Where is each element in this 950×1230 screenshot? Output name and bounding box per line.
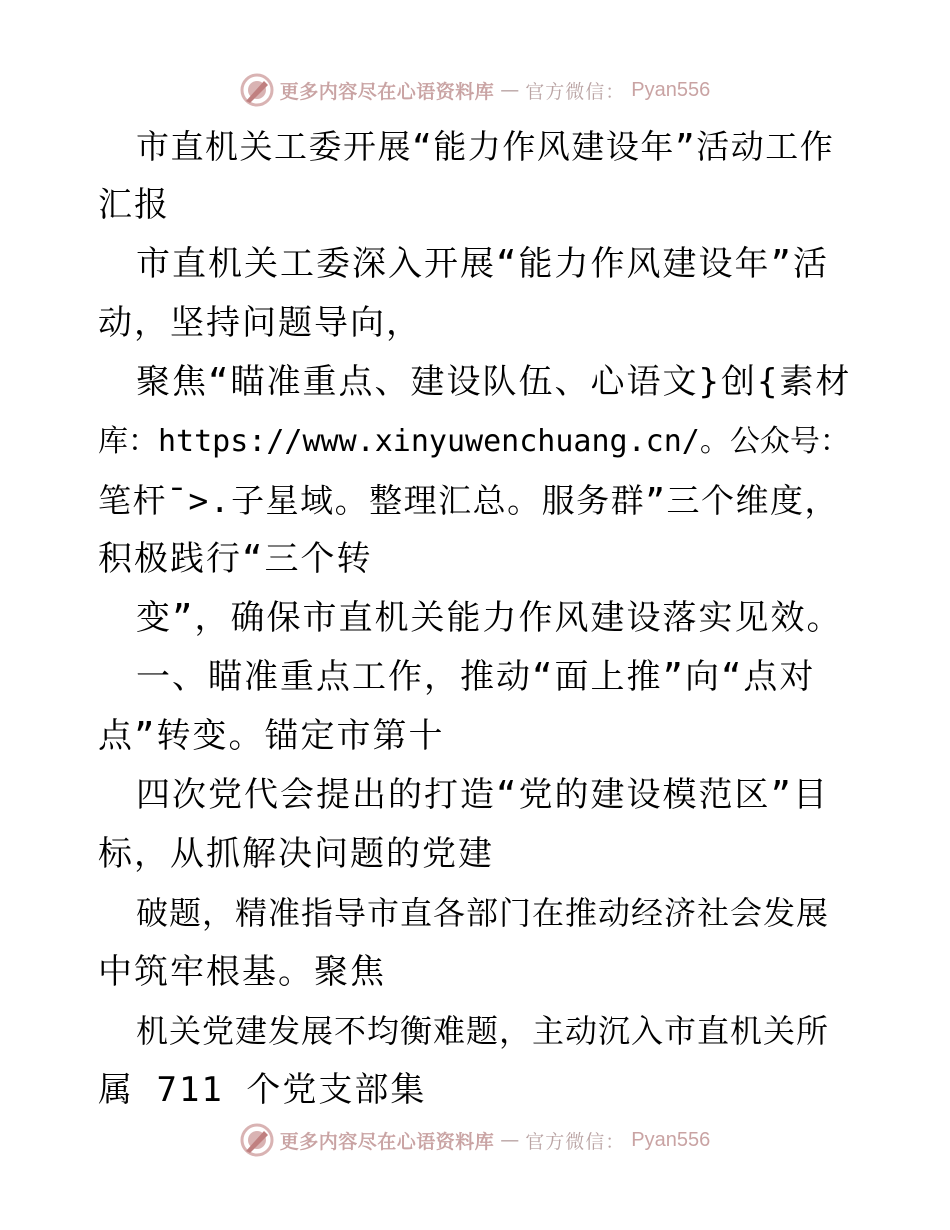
document-line: 点”转变。锚定市第十 [98, 716, 445, 756]
document-line: 汇报 [98, 185, 170, 225]
banner-wechat-id: Pyan556 [631, 1128, 711, 1151]
document-line: 破题，精准指导市直各部门在推动经济社会发展 [136, 894, 830, 932]
document-line: 属 711 个党支部集 [98, 1070, 427, 1110]
document-line: 标，从抓解决问题的党建 [98, 834, 494, 874]
footer-banner [0, 1120, 950, 1160]
banner-dash: — [500, 79, 520, 101]
document-line: 市直机关工委深入开展“能力作风建设年”活 [136, 244, 829, 284]
banner-brand-text: 更多内容尽在心语资料库 [279, 80, 495, 103]
document-line: 中筑牢根基。聚焦 [98, 952, 386, 992]
document-line: 四次党代会提出的打造“党的建设模范区”目 [136, 775, 829, 815]
document-line: 变”，确保市直机关能力作风建设落实见效。 [136, 598, 843, 638]
document-line: 机关党建发展不均衡难题，主动沉入市直机关所 [136, 1012, 830, 1050]
banner-official-label: 官方微信： [525, 1130, 626, 1153]
pen-logo-icon [240, 1123, 274, 1157]
document-line: 动，坚持问题导向， [98, 303, 422, 343]
document-body [98, 117, 858, 1120]
document-line: 一、瞄准重点工作，推动“面上推”向“点对 [136, 657, 816, 697]
document-line: 笔杆¯>.子星域。整理汇总。服务群”三个维度， [98, 481, 839, 520]
pen-logo-icon [240, 73, 274, 107]
banner-brand-text: 更多内容尽在心语资料库 [279, 1130, 495, 1153]
document-line: 聚焦“瞄准重点、建设队伍、心语文}创{素材 [136, 362, 852, 402]
header-banner [0, 70, 950, 110]
document-line: 库：https://www.xinyuwenchuang.cn/。公众号： [98, 424, 850, 459]
banner-official-label: 官方微信： [525, 80, 626, 103]
document-line: 积极践行“三个转 [98, 539, 373, 579]
document-line: 市直机关工委开展“能力作风建设年”活动工作 [136, 127, 835, 166]
banner-dash: — [500, 1129, 520, 1151]
banner-wechat-id: Pyan556 [631, 78, 711, 101]
